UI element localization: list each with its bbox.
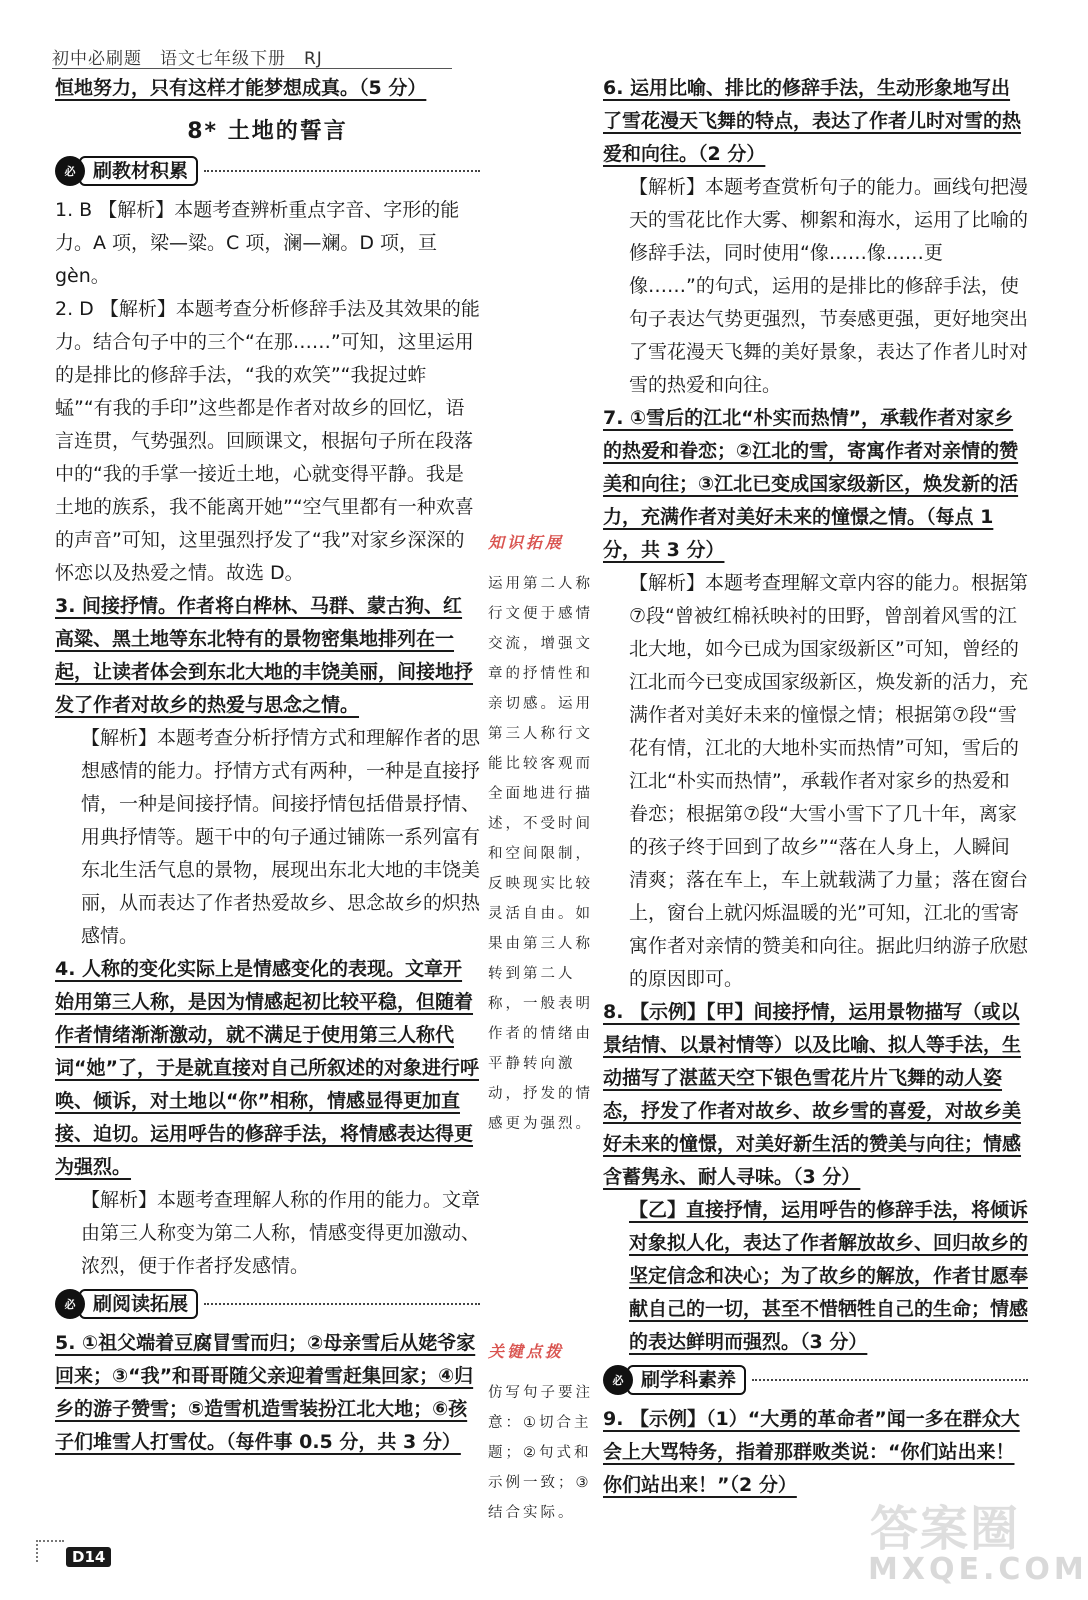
note-body-knowledge: 运用第二人称行文便于感情交流，增强文章的抒情性和亲切感。运用第三人称行文能比较客观而全面地进行描述，不受时间和空间限制，反映现实比较灵活自由。如果由第三人称转到第二人称，一般表明作者的情绪由平静转向激动，抒发的情感更为强烈。 — [488, 576, 593, 1132]
analysis-3: 【解析】本题考查分析抒情方式和理解作者的思想感情的能力。抒情方式有两种，一种是直接抒情，一种是间接抒情。间接抒情包括借景抒情、用典抒情等。题干中的句子通过铺陈一系列富有东北生活气息的景物，展现出东北大地的丰饶美丽，从而表达了作者热爱故乡、思念故乡的炽热感情。 — [81, 727, 481, 947]
banner-dots — [204, 1303, 480, 1305]
answer-9: 9. 【示例】（1）“大勇的革命者”闻一多在群众大会上大骂特务，指着那群败类说：“你们站出来！你们站出来！”（2 分） — [603, 1408, 1020, 1496]
margin-notes — [488, 526, 598, 1528]
banner-label: 刷教材积累 — [79, 156, 198, 186]
section-banner-literacy — [603, 1363, 1028, 1397]
right-column — [603, 72, 1028, 1502]
answer-6: 6. 运用比喻、排比的修辞手法，生动形象地写出了雪花漫天飞舞的特点，表达了作者儿时对雪的热爱和向往。（2 分） — [603, 77, 1022, 165]
watermark-url: MXQE.COM — [868, 1552, 1088, 1587]
section-banner-reading — [55, 1287, 480, 1321]
seal-icon: 必 — [55, 156, 85, 186]
lesson-number: 8* — [187, 119, 219, 144]
note-title-keypoint: 关键点拨 — [488, 1342, 565, 1361]
answer-7: 7. ①雪后的江北“朴实而热情”，承载作者对家乡的热爱和眷恋；②江北的雪，寄寓作者对亲情的赞美和向往；③江北已变成国家级新区，焕发新的活力，充满作者对美好未来的憧憬之情。（每点 1 分，共 3 分） — [603, 407, 1019, 561]
page-corner-dots — [36, 1540, 64, 1562]
note-body-keypoint: 仿写句子要注意：①切合主题；②句式和示例一致；③结合实际。 — [488, 1385, 593, 1521]
header-rule — [52, 68, 452, 69]
answer-8b: 【乙】直接抒情，运用呼告的修辞手法，将倾诉对象拟人化，表达了作者解放故乡、回归故乡的坚定信念和决心；为了故乡的解放，作者甘愿奉献自己的一切，甚至不惜牺牲自己的生命；情感的表达鲜明而强烈。（3 分） — [629, 1199, 1029, 1353]
prev-answer-tail: 恒地努力，只有这样才能梦想成真。（5 分） — [55, 77, 427, 99]
banner-dots — [752, 1379, 1028, 1381]
seal-icon: 必 — [55, 1289, 85, 1319]
page-header: 初中必刷题 语文七年级下册 RJ — [52, 49, 323, 69]
analysis-6: 【解析】本题考查赏析句子的能力。画线句把漫天的雪花比作大雾、柳絮和海水，运用了比喻的修辞手法，同时使用“像……像……更像……”的句式，运用的是排比的修辞手法，使句子表达气势更强烈，节奏感更强，更好地突出了雪花漫天飞舞的美好景象，表达了作者儿时对雪的热爱和向往。 — [629, 176, 1029, 396]
left-column — [55, 72, 480, 1459]
lesson-title — [55, 115, 480, 148]
section-banner-textbook — [55, 154, 480, 188]
banner-label: 刷学科素养 — [627, 1365, 746, 1395]
analysis-4: 【解析】本题考查理解人称的作用的能力。文章由第三人称变为第二人称，情感变得更加激动、浓烈，便于作者抒发感情。 — [81, 1189, 481, 1277]
answer-8a: 8. 【示例】【甲】间接抒情，运用景物描写（或以景结情、以景衬情等）以及比喻、拟人等手法，生动描写了湛蓝天空下银色雪花片片飞舞的动人姿态，抒发了作者对故乡、故乡雪的喜爱，对故乡美好未来的憧憬，对美好新生活的赞美与向往；情感含蓄隽永、耐人寻味。（3 分） — [603, 1001, 1022, 1188]
banner-dots — [204, 170, 480, 172]
answer-5: 5. ①祖父端着豆腐冒雪而归；②母亲雪后从姥爷家回来；③“我”和哥哥随父亲迎着雪赶集回家；④归乡的游子赞雪；⑤造雪机造雪装扮江北大地；⑥孩子们堆雪人打雪仗。（每件事 0.5 分，共 3 分） — [55, 1332, 476, 1453]
answer-4: 4. 人称的变化实际上是情感变化的表现。文章开始用第三人称，是因为情感起初比较平稳，但随着作者情绪渐渐激动，就不满足于使用第三人称代词“她”了，于是就直接对自己所叙述的对象进行呼唤、倾诉，对土地以“你”相称，情感显得更加直接、迫切。运用呼告的修辞手法，将情感表达得更为强烈。 — [55, 958, 479, 1178]
answer-2: 2. D 【解析】本题考查分析修辞手法及其效果的能力。结合句子中的三个“在那……”可知，这里运用的是排比的修辞手法，“我的欢笑”“我捉过蚱蜢”“有我的手印”这些都是作者对故乡的回忆，语言连贯，气势强烈。回顾课文，根据句子所在段落中的“我的手掌一接近土地，心就变得平静。我是土地的族系，我不能离开她”“空气里都有一种欢喜的声音”可知，这里强烈抒发了“我”对家乡深深的怀恋以及热爱之情。故选 D。 — [55, 298, 480, 584]
analysis-7: 【解析】本题考查理解文章内容的能力。根据第⑦段“曾被红棉袄映衬的田野，曾剖着风雪的江北大地，如今已成为国家级新区”可知，曾经的江北而今已变成国家级新区，焕发新的活力，充满作者对美好未来的憧憬之情；根据第⑦段“雪花有情，江北的大地朴实而热情”可知，雪后的江北“朴实而热情”，承载作者对家乡的热爱和眷恋；根据第⑦段“大雪小雪下了几十年，离家的孩子终于回到了故乡”“落在人身上，人瞬间清爽；落在车上，车上就载满了力量；落在窗台上，窗台上就闪烁温暖的光”可知，江北的雪寄寓作者对亲情的赞美和向往。据此归纳游子欣慰的原因即可。 — [629, 572, 1029, 990]
note-title-knowledge: 知识拓展 — [488, 533, 565, 552]
watermark-logo: 答案圈 — [870, 1501, 1021, 1557]
seal-icon: 必 — [603, 1365, 633, 1395]
answer-3: 3. 间接抒情。作者将白桦林、马群、蒙古狗、红高粱、黑土地等东北特有的景物密集地排列在一起，让读者体会到东北大地的丰饶美丽，间接地抒发了作者对故乡的热爱与思念之情。 — [55, 595, 474, 716]
answer-1: 1. B 【解析】本题考查辨析重点字音、字形的能力。A 项，梁—粱。C 项，澜—斓。D 项，亘 gèn。 — [55, 199, 460, 287]
banner-label: 刷阅读拓展 — [79, 1289, 198, 1319]
page-number: D14 — [66, 1547, 111, 1567]
lesson-name: 土地的誓言 — [227, 119, 348, 144]
